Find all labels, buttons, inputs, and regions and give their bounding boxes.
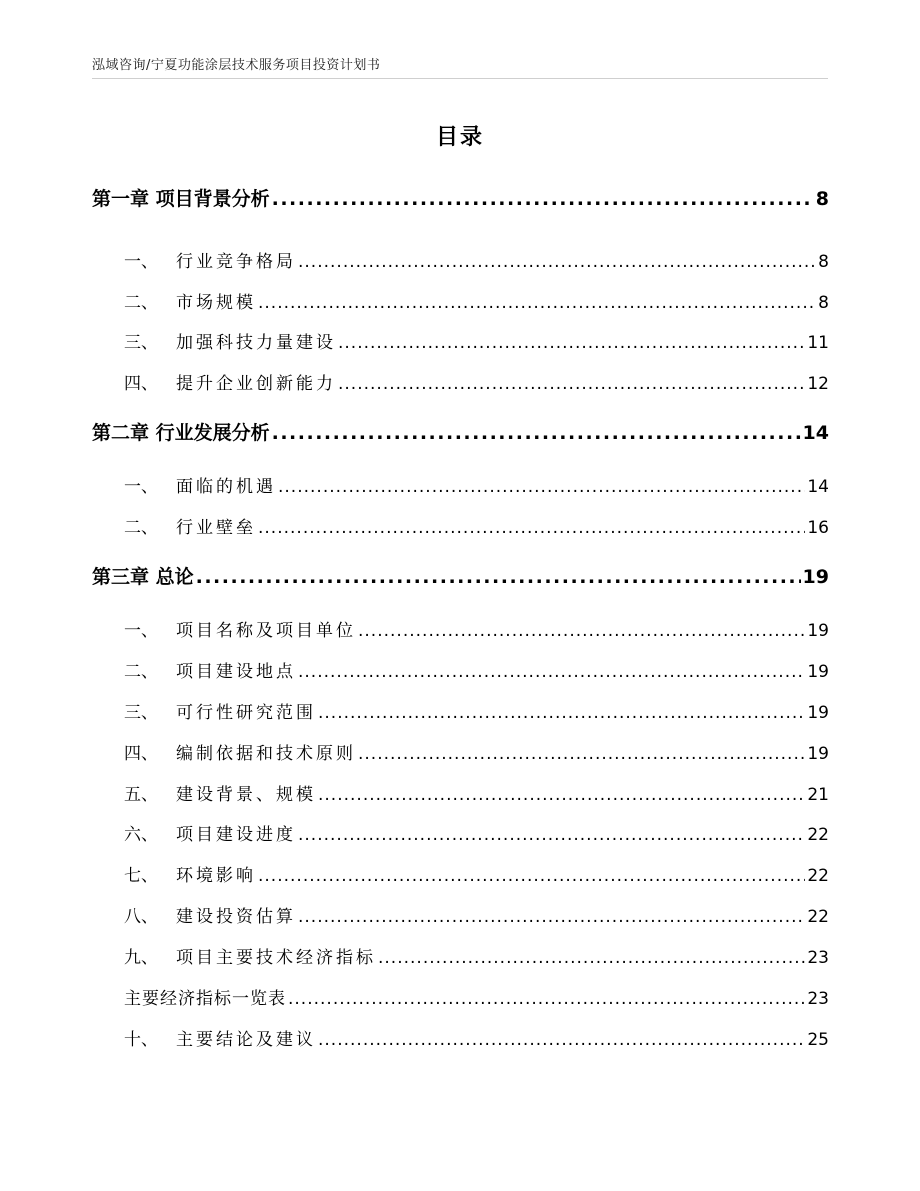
- toc-section-number: 一、: [124, 477, 158, 497]
- toc-page-number: 23: [807, 948, 829, 968]
- toc-section[interactable]: [92, 328, 829, 353]
- toc-page-number: 19: [807, 662, 829, 682]
- toc-entry-label: 第三章 总论: [92, 566, 194, 588]
- toc-page-number: 12: [807, 374, 829, 394]
- toc-entry-label: 环境影响: [176, 866, 256, 886]
- dot-leader: [298, 907, 805, 927]
- toc-section-number: 三、: [124, 703, 158, 723]
- toc-entry-label: 第一章 项目背景分析: [92, 188, 270, 210]
- dot-leader: [378, 948, 805, 968]
- toc-page-number: 22: [807, 866, 829, 886]
- toc-entry-label: 主要经济指标一览表: [124, 989, 286, 1009]
- toc-page-number: 8: [815, 188, 829, 210]
- toc-section-number: 八、: [124, 907, 158, 927]
- toc-entry-label: 第二章 行业发展分析: [92, 422, 270, 444]
- toc-page-number: 8: [818, 252, 829, 272]
- toc-chapter-2[interactable]: [92, 418, 829, 445]
- toc-entry-label: 项目主要技术经济指标: [176, 948, 376, 968]
- toc-section-number: 二、: [124, 662, 158, 682]
- dot-leader: [318, 1030, 805, 1050]
- toc-section[interactable]: [92, 616, 829, 641]
- toc-page-number: 19: [807, 744, 829, 764]
- toc-section[interactable]: [92, 1025, 829, 1050]
- dot-leader: [298, 825, 805, 845]
- toc-section[interactable]: [92, 657, 829, 682]
- toc-chapter-1[interactable]: [92, 184, 829, 211]
- toc-section-number: 四、: [124, 374, 158, 394]
- toc-page-number: 14: [802, 422, 829, 444]
- toc-section[interactable]: [92, 739, 829, 764]
- toc-entry-label: 建设投资估算: [176, 907, 296, 927]
- toc-section[interactable]: [92, 513, 829, 538]
- toc-page-number: 19: [807, 703, 829, 723]
- toc-entry-label: 行业竞争格局: [176, 252, 296, 272]
- toc-section-number: 七、: [124, 866, 158, 886]
- toc-section-number: 二、: [124, 293, 158, 313]
- toc-page-number: 19: [807, 621, 829, 641]
- dot-leader: [338, 333, 805, 353]
- page-title: 目录: [435, 125, 484, 150]
- toc-section-number: 十、: [124, 1030, 158, 1050]
- dot-leader: [258, 518, 805, 538]
- toc-entry-label: 面临的机遇: [176, 477, 276, 497]
- toc-page-number: 8: [818, 293, 829, 313]
- toc-section-number: 五、: [124, 785, 158, 805]
- header-divider: [92, 78, 828, 79]
- dot-leader: [196, 566, 801, 588]
- toc-page-number: 21: [807, 785, 829, 805]
- dot-leader: [298, 662, 805, 682]
- toc-entry-label: 市场规模: [176, 293, 256, 313]
- toc-entry-label: 建设背景、规模: [176, 785, 316, 805]
- dot-leader: [298, 252, 816, 272]
- dot-leader: [358, 744, 805, 764]
- toc-section[interactable]: [92, 369, 829, 394]
- dot-leader: [258, 293, 816, 313]
- toc-entry-label: 项目建设进度: [176, 825, 296, 845]
- dot-leader: [358, 621, 805, 641]
- toc-section[interactable]: [92, 698, 829, 723]
- toc-section-number: 六、: [124, 825, 158, 845]
- toc-entry-label: 可行性研究范围: [176, 703, 316, 723]
- running-header: 泓域咨询/宁夏功能涂层技术服务项目投资计划书: [92, 58, 381, 73]
- toc-entry-label: 提升企业创新能力: [176, 374, 336, 394]
- toc-section-number: 九、: [124, 948, 158, 968]
- toc-section-number: 二、: [124, 518, 158, 538]
- toc-section-number: 一、: [124, 621, 158, 641]
- toc-entry-label: 行业壁垒: [176, 518, 256, 538]
- toc-section[interactable]: [92, 943, 829, 968]
- toc-page-number: 14: [807, 477, 829, 497]
- dot-leader: [272, 188, 814, 210]
- dot-leader: [278, 477, 805, 497]
- toc-page-number: 11: [807, 333, 829, 353]
- dot-leader: [272, 422, 801, 444]
- toc-page-number: 22: [807, 825, 829, 845]
- toc-section[interactable]: [92, 472, 829, 497]
- toc-page-number: 16: [807, 518, 829, 538]
- dot-leader: [318, 785, 805, 805]
- toc-section[interactable]: [92, 861, 829, 886]
- toc-chapter-3[interactable]: [92, 562, 829, 589]
- toc-page-number: 19: [802, 566, 829, 588]
- toc-section-number: 一、: [124, 252, 158, 272]
- toc-entry-label: 编制依据和技术原则: [176, 744, 356, 764]
- toc-section[interactable]: [92, 902, 829, 927]
- toc-entry-label: 项目建设地点: [176, 662, 296, 682]
- toc-section-number: 三、: [124, 333, 158, 353]
- toc-section[interactable]: [92, 247, 829, 272]
- toc-page-number: 23: [807, 989, 829, 1009]
- dot-leader: [258, 866, 805, 886]
- dot-leader: [318, 703, 805, 723]
- toc-section[interactable]: [92, 288, 829, 313]
- toc-entry-label: 项目名称及项目单位: [176, 621, 356, 641]
- toc-page-number: 22: [807, 907, 829, 927]
- dot-leader: [338, 374, 805, 394]
- toc-entry-label: 加强科技力量建设: [176, 333, 336, 353]
- toc-section[interactable]: [92, 780, 829, 805]
- toc-section[interactable]: [92, 820, 829, 845]
- toc-subsection[interactable]: [92, 984, 829, 1009]
- dot-leader: [288, 989, 805, 1009]
- toc-page-number: 25: [807, 1030, 829, 1050]
- toc-section-number: 四、: [124, 744, 158, 764]
- toc-entry-label: 主要结论及建议: [176, 1030, 316, 1050]
